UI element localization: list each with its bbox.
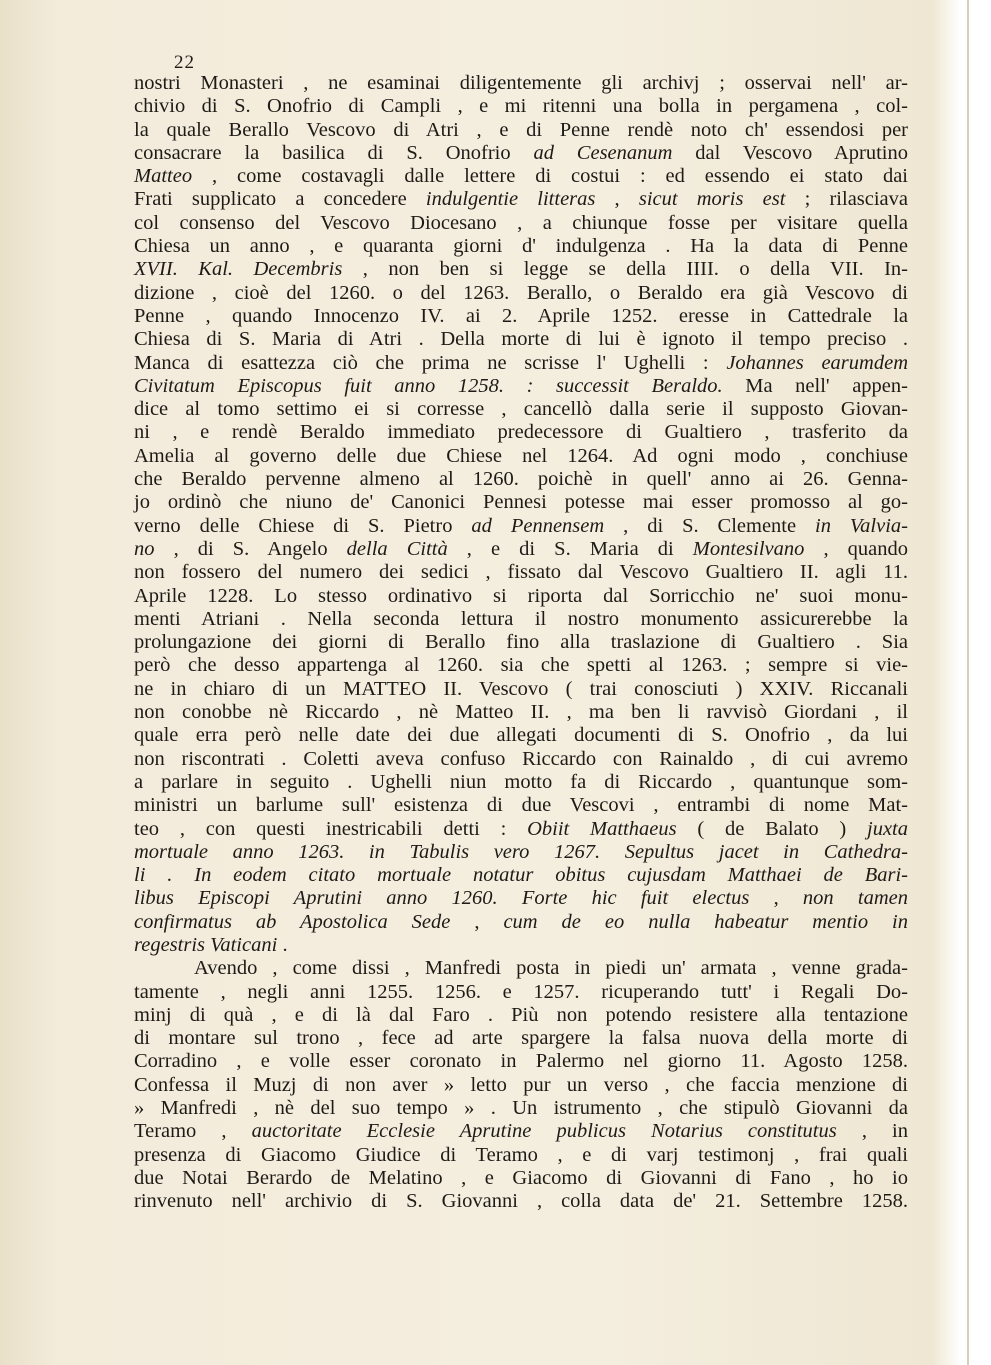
text-segment: Chiesa un anno , e quaranta giorni d' indulgenza . Ha la data di Penne xyxy=(134,235,908,258)
text-line xyxy=(134,445,908,468)
text-segment: , quando xyxy=(804,537,908,560)
text-segment: nostri Monasteri , ne esaminai diligentemente gli archivj ; osservai nell' ar- xyxy=(134,72,908,94)
text-segment: di montare sul trono , fece ad arte spargere la falsa nuova della morte di xyxy=(134,1027,908,1050)
text-segment: ministri un barlume sull' esistenza di due Vescovi , entrambi di nome Mat- xyxy=(134,794,908,817)
text-segment: » Manfredi , nè del suo tempo » . Un istrumento , che stipulò Giovanni da xyxy=(134,1097,908,1120)
text-segment: ne in chiaro di un MATTEO II. Vescovo ( trai conosciuti ) XXIV. Riccanali xyxy=(134,677,908,700)
page-edge xyxy=(967,0,991,1365)
text-segment: tamente , negli anni 1255. 1256. e 1257. ricuperando tutt' i Regali Do- xyxy=(134,980,908,1003)
italic-text: juxta xyxy=(867,817,908,840)
text-line xyxy=(134,1097,908,1120)
italic-text: mortuale anno 1263. in Tabulis vero 1267. Sepultus jacet in Cathedra- xyxy=(134,840,908,863)
text-line xyxy=(134,398,908,421)
text-line xyxy=(134,771,908,794)
text-segment: però che desso appartenga al 1260. sia che spetti al 1263. ; sempre si vie- xyxy=(134,654,908,677)
text-line xyxy=(134,981,908,1004)
text-line xyxy=(134,887,908,910)
text-segment: verno delle Chiese di S. Pietro xyxy=(134,514,472,537)
italic-text: li . In eodem citato mortuale notatur obitus cujusdam Matthaei de Bari- xyxy=(134,864,908,887)
italic-text: Johannes earumdem xyxy=(726,351,908,374)
text-line xyxy=(134,1074,908,1097)
text-segment: jo ordinò che niuno de' Canonici Pennesi potesse mai esser promosso al go- xyxy=(134,491,908,514)
text-line xyxy=(134,724,908,747)
text-segment: presenza di Giacomo Giudice di Teramo , e di varj testimonj , frai quali xyxy=(134,1143,908,1166)
italic-text: non tamen xyxy=(802,887,908,910)
text-line xyxy=(134,142,908,165)
italic-text: Civitatum Episcopus fuit anno 1258. : successit Beraldo. xyxy=(134,374,723,397)
text-segment: non conobbe nè Riccardo , nè Matteo II. , ma ben li ravvisò Giordani , il xyxy=(134,701,908,724)
text-segment: , xyxy=(749,887,803,910)
text-line xyxy=(134,1004,908,1027)
text-segment: la quale Berallo Vescovo di Atri , e di Penne rendè noto ch' essendosi per xyxy=(134,118,908,141)
text-segment: dice al tomo settimo ei si corresse , cancellò dalla serie il supposto Giovan- xyxy=(134,398,908,421)
text-line xyxy=(134,678,908,701)
text-line xyxy=(134,421,908,444)
text-line xyxy=(134,72,908,95)
text-segment: teo , con questi inestricabili detti : xyxy=(134,817,528,840)
text-line xyxy=(134,119,908,142)
text-line xyxy=(134,957,908,980)
text-segment: , in xyxy=(836,1120,908,1143)
italic-text: Obiit Matthaeus xyxy=(527,817,677,840)
italic-text: libus Episcopi Aprutini anno 1260. Forte hic fuit electus xyxy=(134,887,750,910)
italic-text: XVII. Kal. Decembris xyxy=(134,258,343,281)
text-segment: Aprile 1228. Lo stesso ordinativo si riporta dal Sorricchio ne' suoi monu- xyxy=(134,584,908,607)
text-line xyxy=(134,1027,908,1050)
text-segment: minj di quà , e di là dal Faro . Più non potendo resistere alla tentazione xyxy=(134,1003,908,1026)
text-segment: , di S. Clemente xyxy=(604,514,816,537)
text-line xyxy=(134,1167,908,1190)
italic-text: auctoritate Ecclesie Aprutine publicus Notarius constitutus xyxy=(251,1120,837,1143)
text-line xyxy=(134,188,908,211)
text-line xyxy=(134,491,908,514)
italic-text: in Valvia- xyxy=(815,514,908,537)
text-line xyxy=(134,1120,908,1143)
text-line xyxy=(134,282,908,305)
text-segment: Avendo , come dissi , Manfredi posta in piedi un' armata , venne grada- xyxy=(194,957,908,980)
text-segment: a parlare in seguito . Ughelli niun motto fa di Riccardo , quantunque som- xyxy=(134,770,908,793)
text-line xyxy=(134,585,908,608)
text-segment: non riscontrati . Coletti aveva confuso Riccardo con Rainaldo , di cui avremo xyxy=(134,747,908,770)
text-line xyxy=(134,1144,908,1167)
text-line xyxy=(134,235,908,258)
text-line xyxy=(134,305,908,328)
text-segment: ; rilasciava xyxy=(785,188,909,211)
italic-text: Montesilvano xyxy=(692,537,805,560)
italic-text: ad Cesenanum xyxy=(533,141,673,164)
text-segment: , come costavagli dalle lettere di costui : ed essendo ei stato dai xyxy=(192,165,908,188)
text-line xyxy=(134,375,908,398)
text-line xyxy=(134,538,908,561)
text-segment: ( de Balato ) xyxy=(676,817,867,840)
text-line xyxy=(134,328,908,351)
text-line xyxy=(134,934,908,957)
text-line xyxy=(134,748,908,771)
text-line xyxy=(134,654,908,677)
italic-text: Matteo xyxy=(134,165,193,188)
text-line xyxy=(134,818,908,841)
text-line xyxy=(134,841,908,864)
text-segment: , non ben si legge se della IIII. o della VII. In- xyxy=(342,258,909,281)
italic-text: cum de eo nulla habeatur mentio in xyxy=(503,910,908,933)
body-text xyxy=(134,72,908,1214)
text-segment: Confessa il Muzj di non aver » letto pur un verso , che faccia menzione di xyxy=(134,1073,908,1096)
text-segment: Chiesa di S. Maria di Atri . Della morte di lui è ignoto il tempo preciso . xyxy=(134,328,908,351)
text-line xyxy=(134,258,908,281)
italic-text: confirmatus ab Apostolica Sede xyxy=(134,910,451,933)
text-segment: due Notai Berardo de Melatino , e Giacomo di Giovanni di Fano , ho io xyxy=(134,1166,908,1189)
text-segment: chivio di S. Onofrio di Campli , e mi ritenni una bolla in pergamena , col- xyxy=(134,95,908,118)
text-segment: menti Atriani . Nella seconda lettura il nostro monumento assicurerebbe la xyxy=(134,607,908,630)
text-segment: rinvenuto nell' archivio di S. Giovanni , colla data de' 21. Settembre 1258. xyxy=(134,1190,908,1213)
text-line xyxy=(134,701,908,724)
text-line xyxy=(134,515,908,538)
italic-text: sicut moris est xyxy=(638,188,786,211)
italic-text: regestris Vaticani xyxy=(134,933,278,956)
italic-text: indulgentie litteras xyxy=(425,188,596,211)
text-segment: Corradino , e volle esser coronato in Palermo nel giorno 11. Agosto 1258. xyxy=(134,1050,908,1073)
text-segment: dizione , cioè del 1260. o del 1263. Berallo, o Beraldo era già Vescovo di xyxy=(134,281,908,304)
text-segment: , xyxy=(450,910,504,933)
text-line xyxy=(134,631,908,654)
text-line xyxy=(134,212,908,235)
text-line xyxy=(134,561,908,584)
text-segment: Manca di esattezza ciò che prima ne scrisse l' Ughelli : xyxy=(134,351,727,374)
text-line xyxy=(134,352,908,375)
text-line xyxy=(134,864,908,887)
text-segment: , xyxy=(595,188,639,211)
text-line xyxy=(134,1190,908,1213)
text-line xyxy=(134,911,908,934)
text-segment: Teramo , xyxy=(134,1120,252,1143)
text-segment: . xyxy=(277,933,288,956)
text-segment: dal Vescovo Aprutino xyxy=(672,141,908,164)
text-segment: col consenso del Vescovo Diocesano , a chiunque fosse per visitare quella xyxy=(134,211,908,234)
text-segment: che Beraldo pervenne almeno al 1260. poichè in quell' anno ai 26. Genna- xyxy=(134,468,908,491)
text-line xyxy=(134,468,908,491)
text-line xyxy=(134,1050,908,1073)
text-line xyxy=(134,95,908,118)
text-segment: Amelia al governo delle due Chiese nel 1264. Ad ogni modo , conchiuse xyxy=(134,444,908,467)
text-segment: consacrare la basilica di S. Onofrio xyxy=(134,141,534,164)
text-segment: Ma nell' appen- xyxy=(722,374,908,397)
italic-text: no xyxy=(134,537,155,560)
italic-text: ad Pennensem xyxy=(471,514,605,537)
text-segment: ni , e rendè Beraldo immediato predecessore di Gualtiero , trasferito da xyxy=(134,421,908,444)
text-segment: Penne , quando Innocenzo IV. ai 2. Aprile 1252. eresse in Cattedrale la xyxy=(134,304,908,327)
text-line xyxy=(134,165,908,188)
text-segment: Frati supplicato a concedere xyxy=(134,188,426,211)
text-segment: prolungazione dei giorni di Berallo fino alla traslazione di Gualtiero . Sia xyxy=(134,631,908,654)
text-segment: quale erra però nelle date dei due allegati documenti di S. Onofrio , da lui xyxy=(134,724,908,747)
text-segment: , di S. Angelo xyxy=(154,537,347,560)
page-number: 22 xyxy=(174,52,195,73)
text-line xyxy=(134,794,908,817)
text-line xyxy=(134,608,908,631)
text-segment: non fossero del numero dei sedici , fissato dal Vescovo Gualtiero II. agli 11. xyxy=(134,561,908,584)
italic-text: della Città xyxy=(346,537,448,560)
text-segment: , e di S. Maria di xyxy=(447,537,693,560)
